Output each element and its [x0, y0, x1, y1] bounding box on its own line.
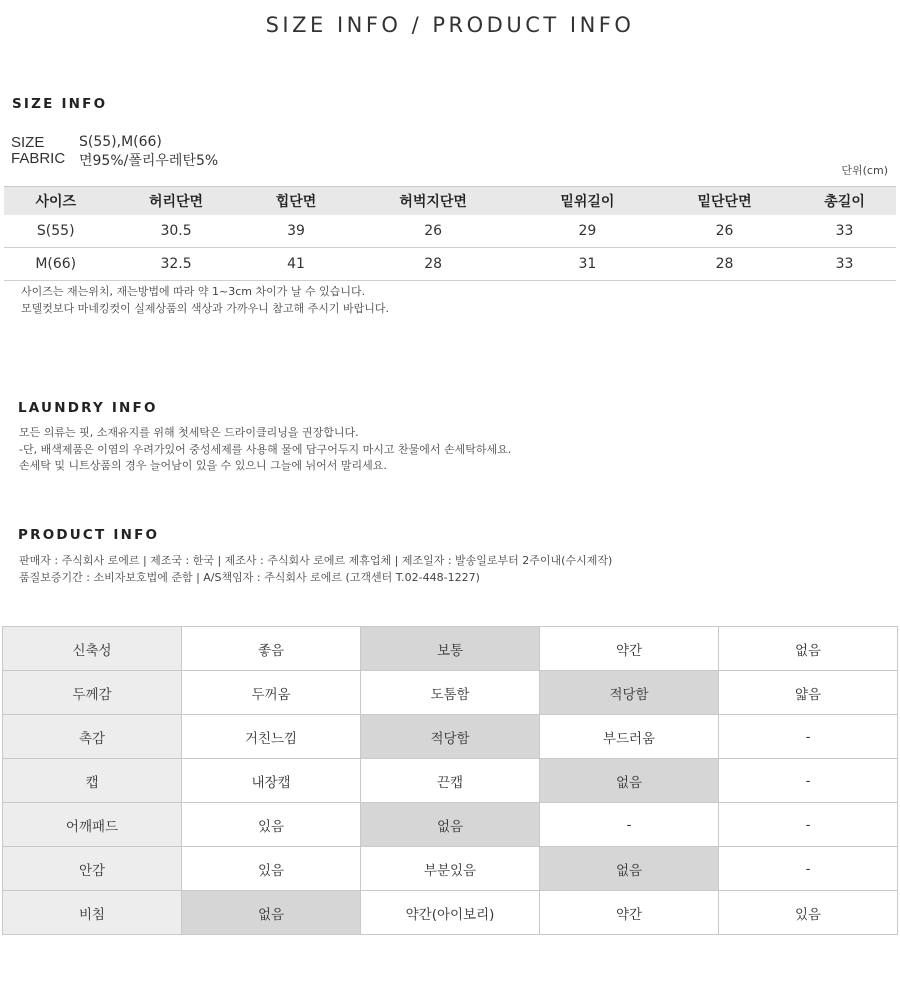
property-row	[3, 627, 898, 671]
size-notes	[21, 284, 389, 317]
size-table	[4, 186, 896, 281]
table-cell: 32.5	[107, 248, 244, 281]
property-option-selected: 없음	[182, 891, 361, 935]
size-label: SIZE	[11, 134, 45, 151]
property-option-selected: 적당함	[540, 671, 719, 715]
property-option: -	[719, 759, 898, 803]
table-cell: 33	[793, 248, 896, 281]
table-cell: 29	[519, 215, 656, 248]
header-cell: 사이즈	[4, 187, 107, 216]
size-note-line: 모델컷보다 마네킹컷이 실제상품의 색상과 가까우니 참고해 주시기 바랍니다.	[21, 301, 390, 315]
table-cell: M(66)	[4, 248, 107, 281]
size-note-line: 사이즈는 재는위치, 재는방법에 따라 약 1~3cm 차이가 날 수 있습니다.	[21, 285, 366, 298]
fabric-label: FABRIC	[11, 150, 66, 167]
property-option: 약간	[540, 891, 719, 935]
property-label: 비침	[3, 891, 182, 935]
property-label: 안감	[3, 847, 182, 891]
page-title: SIZE INFO / PRODUCT INFO	[265, 13, 635, 37]
laundry-info-title: LAUNDRY INFO	[18, 400, 158, 416]
property-option: 없음	[719, 627, 898, 671]
property-label: 어깨패드	[3, 803, 182, 847]
property-option: 내장캡	[182, 759, 361, 803]
property-option-selected: 적당함	[361, 715, 540, 759]
laundry-notes	[19, 425, 511, 475]
property-option: 있음	[182, 803, 361, 847]
laundry-line: 손세탁 및 니트상품의 경우 늘어남이 있을 수 있으니 그늘에 뉘어서 말리세요.	[19, 459, 387, 472]
unit-label: 단위(cm)	[841, 164, 888, 177]
properties-table	[2, 626, 898, 935]
table-cell: 39	[245, 215, 348, 248]
table-cell: 31	[519, 248, 656, 281]
property-option: 좋음	[182, 627, 361, 671]
product-info-title: PRODUCT INFO	[18, 527, 160, 543]
property-option: 거친느낌	[182, 715, 361, 759]
property-option-selected: 보통	[361, 627, 540, 671]
laundry-line: 모든 의류는 핏, 소재유지를 위해 첫세탁은 드라이클리닝을 권장합니다.	[19, 426, 359, 439]
table-row	[4, 215, 896, 248]
header-cell: 밑단단면	[656, 187, 793, 216]
header-cell: 총길이	[793, 187, 896, 216]
table-cell: 30.5	[107, 215, 244, 248]
property-option: -	[719, 803, 898, 847]
property-option: 있음	[719, 891, 898, 935]
table-cell: S(55)	[4, 215, 107, 248]
property-option: -	[540, 803, 719, 847]
property-label: 촉감	[3, 715, 182, 759]
size-table-header	[4, 187, 896, 216]
property-option: 부분있음	[361, 847, 540, 891]
property-label: 신축성	[3, 627, 182, 671]
property-row	[3, 715, 898, 759]
property-option: -	[719, 715, 898, 759]
property-option: 약간	[540, 627, 719, 671]
table-cell: 41	[245, 248, 348, 281]
header-cell: 힙단면	[245, 187, 348, 216]
property-option: 있음	[182, 847, 361, 891]
header-cell: 허리단면	[107, 187, 244, 216]
size-value: S(55),M(66)	[79, 134, 162, 150]
table-cell: 28	[656, 248, 793, 281]
header-cell: 허벅지단면	[347, 187, 518, 216]
fabric-value: 면95%/폴리우레탄5%	[79, 153, 219, 169]
table-row	[4, 248, 896, 281]
property-row	[3, 891, 898, 935]
property-label: 캡	[3, 759, 182, 803]
table-cell: 26	[656, 215, 793, 248]
table-cell: 26	[347, 215, 518, 248]
size-info-title: SIZE INFO	[12, 96, 108, 112]
product-line: 품질보증기간 : 소비자보호법에 준함 | A/S책임자 : 주식회사 로에르 (고객센터 T.02-448-1227)	[19, 570, 480, 584]
property-option: 두꺼움	[182, 671, 361, 715]
product-line: 판매자 : 주식회사 로에르 | 제조국 : 한국 | 제조사 : 주식회사 로에르 제휴업체 | 제조일자 : 발송일로부터 2주이내(수시제작)	[19, 554, 613, 567]
property-option-selected: 없음	[540, 759, 719, 803]
property-row	[3, 847, 898, 891]
property-option: 끈캡	[361, 759, 540, 803]
property-row	[3, 803, 898, 847]
property-option: 도톰함	[361, 671, 540, 715]
table-cell: 28	[347, 248, 518, 281]
size-spec-row	[11, 134, 162, 151]
property-label: 두께감	[3, 671, 182, 715]
property-option-selected: 없음	[361, 803, 540, 847]
property-option: 부드러움	[540, 715, 719, 759]
property-row	[3, 759, 898, 803]
product-notes	[19, 553, 612, 586]
property-option: 얇음	[719, 671, 898, 715]
property-row	[3, 671, 898, 715]
property-option-selected: 없음	[540, 847, 719, 891]
laundry-line: -단, 배색제품은 이염의 우려가있어 중성세제를 사용해 물에 담구어두지 마시고 찬물에서 손세탁하세요.	[19, 442, 512, 456]
header-cell: 밑위길이	[519, 187, 656, 216]
property-option: -	[719, 847, 898, 891]
table-cell: 33	[793, 215, 896, 248]
property-option: 약간(아이보리)	[361, 891, 540, 935]
fabric-spec-row	[11, 150, 218, 170]
